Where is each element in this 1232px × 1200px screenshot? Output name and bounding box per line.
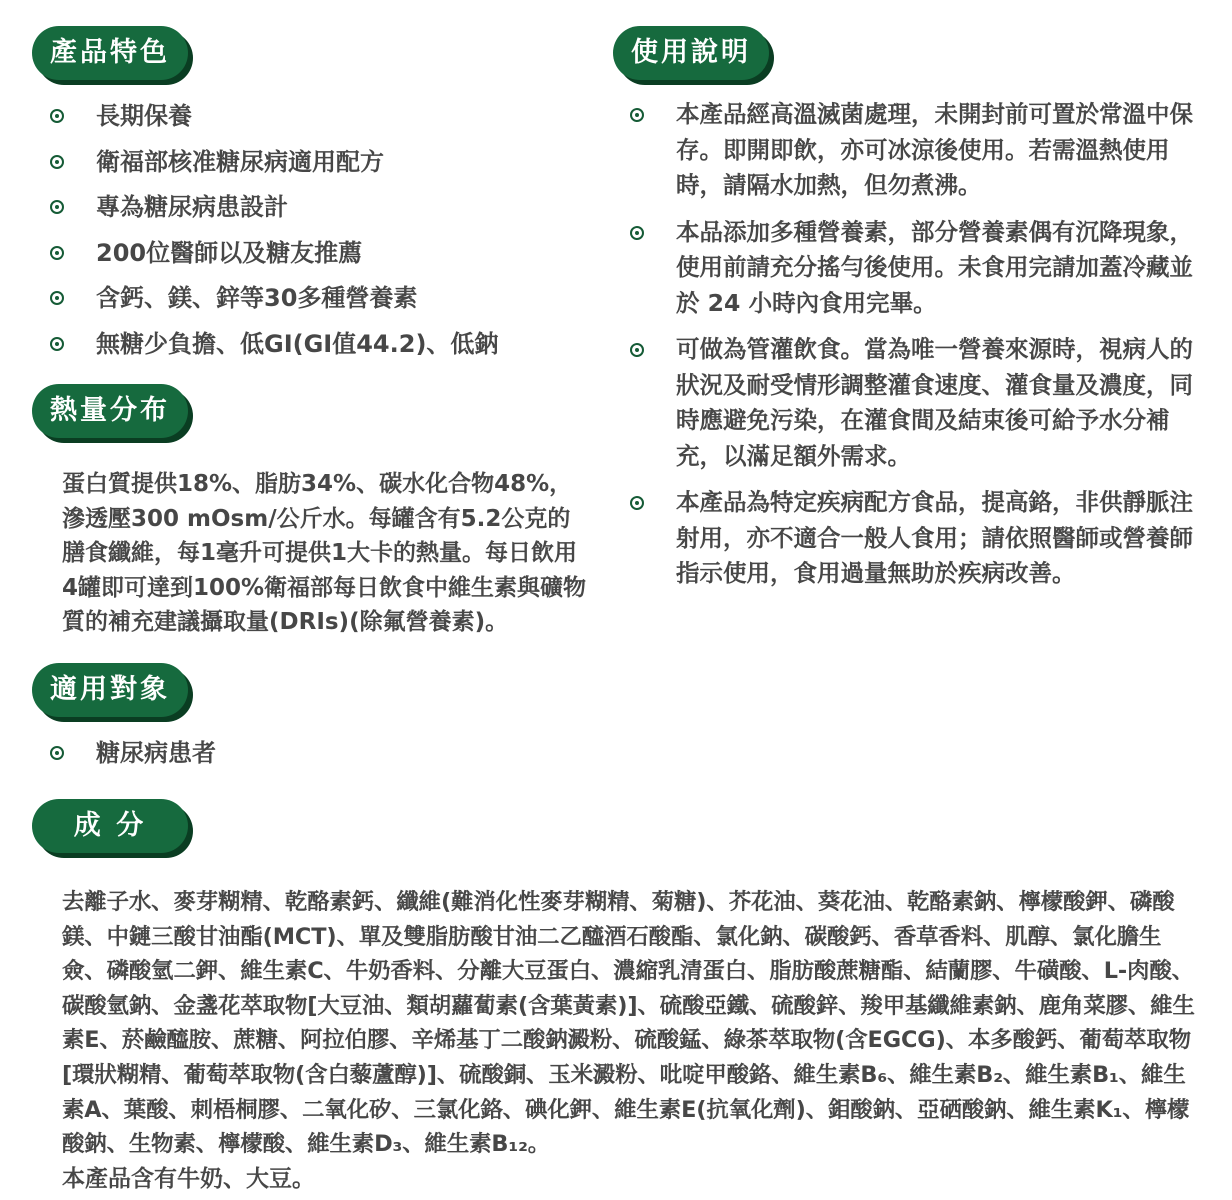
features-item xyxy=(50,280,590,326)
bullet-icon xyxy=(50,291,64,305)
features-item xyxy=(50,98,590,144)
bullet-icon xyxy=(50,246,64,260)
usage-item-text: 本品添加多種營養素，部分營養素偶有沉降現象，使用前請充分搖勻後使用。未食用完請加蓋冷藏並於 24 小時內食用完畢。 xyxy=(676,217,1193,317)
bullet-icon xyxy=(50,155,64,169)
features-list xyxy=(50,98,590,371)
features-item-text: 衛福部核准糖尿病適用配方 xyxy=(96,147,384,176)
usage-item xyxy=(630,485,1208,592)
features-item-text: 長期保養 xyxy=(96,102,192,130)
calorie-distribution-heading: 熱量分布 xyxy=(32,384,188,438)
target-item xyxy=(50,735,590,781)
usage-list xyxy=(630,97,1208,603)
features-item xyxy=(50,326,590,372)
bullet-icon xyxy=(630,496,644,510)
target-list xyxy=(50,735,590,781)
features-item-text: 無糖少負擔、低GI(GI值44.2)、低鈉 xyxy=(96,329,499,358)
target-heading: 適用對象 xyxy=(32,663,188,717)
features-item-text: 含鈣、鎂、鋅等30多種營養素 xyxy=(96,284,418,312)
bullet-icon xyxy=(50,746,64,760)
bullet-icon xyxy=(50,337,64,351)
usage-item xyxy=(630,332,1208,474)
ingredients-text: 去離子水、麥芽糊精、乾酪素鈣、纖維(難消化性麥芽糊精、菊糖)、芥花油、葵花油、乾酪素鈉、檸檬酸鉀、磷酸鎂、中鏈三酸甘油酯(MCT)、單及雙脂肪酸甘油二乙醯酒石酸酯、氯化鈉、碳酸鈣、香草香料、肌醇、氯化膽生僉、磷酸氫二鉀、維生素C、牛奶香料、分離大豆蛋白、濃縮乳清蛋白、脂肪酸蔗糖酯、結蘭膠、牛磺酸、L-肉酸、碳酸氫鈉、金盞花萃取物[大豆油、類胡蘿蔔素(含葉黃素)]、硫酸亞鐵、硫酸鋅、羧甲基纖維素鈉、鹿角菜膠、維生素E、菸鹼醯胺、蔗糖、阿拉伯膠、辛烯基丁二酸鈉澱粉、硫酸錳、綠茶萃取物(含EGCG)、本多酸鈣、葡萄萃取物[環狀糊精、葡萄萃取物(含白藜蘆醇)]、硫酸銅、玉米澱粉、吡啶甲酸鉻、維生素B₆、維生素B₂、維生素B₁、維生素A、葉酸、刺梧桐膠、二氧化矽、三氯化鉻、碘化鉀、維生素E(抗氧化劑)、鉬酸鈉、亞硒酸鈉、維生素K₁、檸檬酸鈉、生物素、檸檬酸、維生素D₃、維生素B₁₂。 xyxy=(62,889,1195,1158)
usage-item xyxy=(630,97,1208,204)
bullet-icon xyxy=(630,343,644,357)
ingredients-heading: 成 分 xyxy=(32,799,188,853)
features-item xyxy=(50,144,590,190)
usage-item-text: 本產品經高溫滅菌處理，未開封前可置於常溫中保存。即開即飲，亦可冰涼後使用。若需溫熱使用時，請隔水加熱，但勿煮沸。 xyxy=(676,100,1193,199)
allergen-note: 本產品含有牛奶、大豆。 xyxy=(62,1166,315,1192)
features-heading: 產品特色 xyxy=(32,26,188,80)
target-item-text: 糖尿病患者 xyxy=(96,739,216,767)
usage-item-text: 可做為管灌飲食。當為唯一營養來源時，視病人的狀況及耐受情形調整灌食速度、灌食量及濃度，同時應避免污染，在灌食間及結束後可給予水分補充，以滿足額外需求。 xyxy=(676,335,1193,470)
bullet-icon xyxy=(630,226,644,240)
bullet-icon xyxy=(50,109,64,123)
features-item-text: 專為糖尿病患設計 xyxy=(96,193,288,221)
features-item-text: 200位醫師以及糖友推薦 xyxy=(96,238,363,267)
calorie-distribution-text: 蛋白質提供18%、脂肪34%、碳水化合物48%，滲透壓300 mOsm/公斤水。每罐含有5.2公克的膳食纖維，每1毫升可提供1大卡的熱量。每日飲用4罐即可達到100%衛福部每日飲食中維生素與礦物質的補充建議攝取量(DRIs)(除氟營養素)。 xyxy=(62,471,587,636)
usage-item xyxy=(630,215,1208,322)
bullet-icon xyxy=(630,108,644,122)
features-item xyxy=(50,189,590,235)
bullet-icon xyxy=(50,200,64,214)
usage-item-text: 本產品為特定疾病配方食品，提高鉻，非供靜脈注射用，亦不適合一般人食用；請依照醫師或營養師指示使用，食用過量無助於疾病改善。 xyxy=(676,488,1193,587)
features-item xyxy=(50,235,590,281)
usage-heading: 使用說明 xyxy=(613,26,769,80)
